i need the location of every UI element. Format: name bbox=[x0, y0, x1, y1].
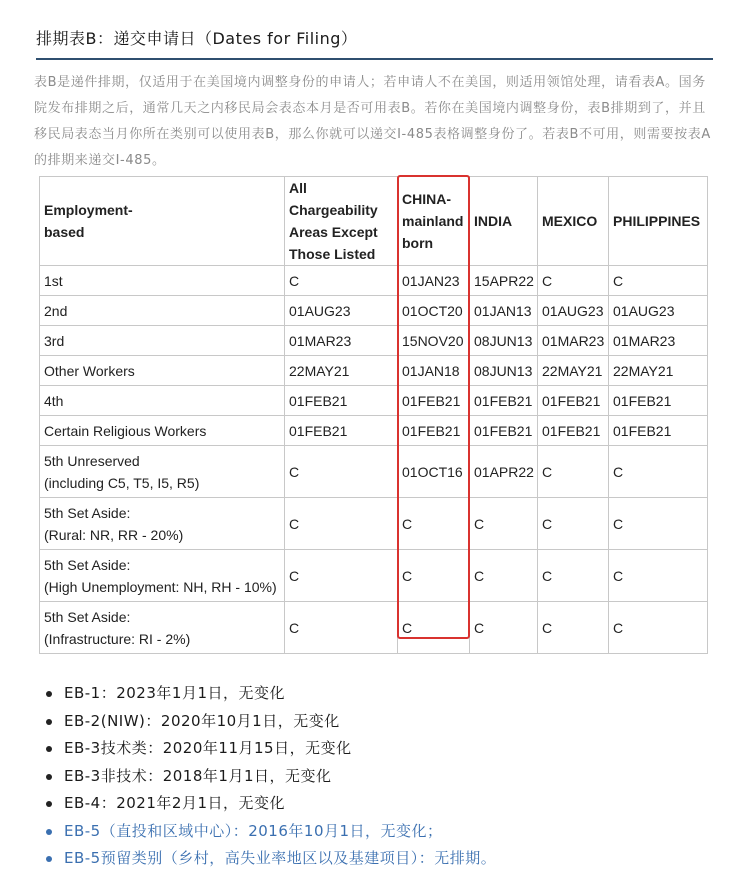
cell-all-chargeability: 01FEB21 bbox=[285, 416, 398, 446]
cell-philippines: C bbox=[609, 550, 708, 602]
table-row bbox=[40, 498, 708, 550]
row-category: 5th Unreserved (including C5, T5, I5, R5) bbox=[40, 446, 285, 498]
header-philippines: PHILIPPINES bbox=[609, 177, 708, 266]
cell-india: 01FEB21 bbox=[470, 416, 538, 446]
cell-mexico: 22MAY21 bbox=[538, 356, 609, 386]
row-category: 2nd bbox=[40, 296, 285, 326]
cell-philippines: C bbox=[609, 602, 708, 654]
cell-philippines: C bbox=[609, 266, 708, 296]
cell-china: 01OCT16 bbox=[398, 446, 470, 498]
row-category: 1st bbox=[40, 266, 285, 296]
row-category: Certain Religious Workers bbox=[40, 416, 285, 446]
cell-philippines: 01AUG23 bbox=[609, 296, 708, 326]
cell-all-chargeability: C bbox=[285, 550, 398, 602]
row-category: 5th Set Aside: (Rural: NR, RR - 20%) bbox=[40, 498, 285, 550]
page-title: 排期表B：递交申请日（Dates for Filing） bbox=[36, 29, 358, 48]
cell-all-chargeability: 22MAY21 bbox=[285, 356, 398, 386]
cell-india: 15APR22 bbox=[470, 266, 538, 296]
cell-mexico: 01AUG23 bbox=[538, 296, 609, 326]
cell-china: 01OCT20 bbox=[398, 296, 470, 326]
cell-mexico: C bbox=[538, 266, 609, 296]
table-row bbox=[40, 446, 708, 498]
cell-india: C bbox=[470, 602, 538, 654]
row-category: 4th bbox=[40, 386, 285, 416]
note-item: EB-1：2023年1月1日，无变化 bbox=[44, 682, 496, 710]
cell-all-chargeability: 01AUG23 bbox=[285, 296, 398, 326]
cell-philippines: C bbox=[609, 498, 708, 550]
visa-bulletin-table bbox=[39, 176, 708, 654]
cell-philippines: 01FEB21 bbox=[609, 386, 708, 416]
cell-mexico: C bbox=[538, 550, 609, 602]
section-header bbox=[36, 0, 713, 60]
cell-mexico: 01FEB21 bbox=[538, 386, 609, 416]
note-item: EB-5预留类别（乡村，高失业率地区以及基建项目）：无排期。 bbox=[44, 847, 496, 875]
note-item: EB-3非技术：2018年1月1日，无变化 bbox=[44, 765, 496, 793]
header-employment-based: Employment- based bbox=[40, 177, 285, 266]
cell-all-chargeability: 01FEB21 bbox=[285, 386, 398, 416]
intro-paragraph: 表B是递件排期，仅适用于在美国境内调整身份的申请人；若申请人不在美国，则适用领馆处理，请看表A。国务院发布排期之后，通常几天之内移民局会表态本月是否可用表B。若你在美国境内调整身份，表B排期到了，并且移民局表态当月你所在类别可以使用表B，那么你就可以递交I-485表格调整身份了。若表B不可用，则需要按表A的排期来递交I-485。 bbox=[34, 75, 711, 168]
cell-india: C bbox=[470, 550, 538, 602]
cell-china: 01FEB21 bbox=[398, 416, 470, 446]
cell-mexico: 01MAR23 bbox=[538, 326, 609, 356]
cell-mexico: C bbox=[538, 446, 609, 498]
cell-india: 08JUN13 bbox=[470, 356, 538, 386]
cell-all-chargeability: C bbox=[285, 602, 398, 654]
table-row bbox=[40, 550, 708, 602]
cell-china: 01FEB21 bbox=[398, 386, 470, 416]
eb-notes-list bbox=[44, 682, 496, 875]
cell-india: 01JAN13 bbox=[470, 296, 538, 326]
note-item: EB-5（直投和区域中心）：2016年10月1日，无变化； bbox=[44, 820, 496, 848]
table-row bbox=[40, 326, 708, 356]
cell-china: 01JAN18 bbox=[398, 356, 470, 386]
cell-mexico: 01FEB21 bbox=[538, 416, 609, 446]
cell-all-chargeability: C bbox=[285, 498, 398, 550]
cell-philippines: 22MAY21 bbox=[609, 356, 708, 386]
header-china: CHINA- mainland born bbox=[398, 177, 470, 266]
note-item: EB-4：2021年2月1日，无变化 bbox=[44, 792, 496, 820]
cell-china: 01JAN23 bbox=[398, 266, 470, 296]
table-row bbox=[40, 296, 708, 326]
cell-china: C bbox=[398, 498, 470, 550]
cell-philippines: 01MAR23 bbox=[609, 326, 708, 356]
table-row bbox=[40, 416, 708, 446]
cell-philippines: C bbox=[609, 446, 708, 498]
header-mexico: MEXICO bbox=[538, 177, 609, 266]
cell-mexico: C bbox=[538, 498, 609, 550]
cell-china: C bbox=[398, 550, 470, 602]
row-category: 5th Set Aside: (Infrastructure: RI - 2%) bbox=[40, 602, 285, 654]
table-row bbox=[40, 386, 708, 416]
header-india: INDIA bbox=[470, 177, 538, 266]
cell-china: 15NOV20 bbox=[398, 326, 470, 356]
cell-all-chargeability: C bbox=[285, 446, 398, 498]
cell-china: C bbox=[398, 602, 470, 654]
table-row bbox=[40, 602, 708, 654]
cell-all-chargeability: 01MAR23 bbox=[285, 326, 398, 356]
note-item: EB-2(NIW)：2020年10月1日，无变化 bbox=[44, 710, 496, 738]
cell-india: C bbox=[470, 498, 538, 550]
cell-all-chargeability: C bbox=[285, 266, 398, 296]
cell-india: 08JUN13 bbox=[470, 326, 538, 356]
cell-philippines: 01FEB21 bbox=[609, 416, 708, 446]
table-header-row bbox=[40, 177, 708, 266]
row-category: 5th Set Aside: (High Unemployment: NH, RH - 10%) bbox=[40, 550, 285, 602]
row-category: 3rd bbox=[40, 326, 285, 356]
row-category: Other Workers bbox=[40, 356, 285, 386]
cell-india: 01APR22 bbox=[470, 446, 538, 498]
table-row bbox=[40, 266, 708, 296]
note-item: EB-3技术类：2020年11月15日，无变化 bbox=[44, 737, 496, 765]
cell-mexico: C bbox=[538, 602, 609, 654]
cell-india: 01FEB21 bbox=[470, 386, 538, 416]
table-row bbox=[40, 356, 708, 386]
header-all-chargeability: All Chargeability Areas Except Those Listed bbox=[285, 177, 398, 266]
